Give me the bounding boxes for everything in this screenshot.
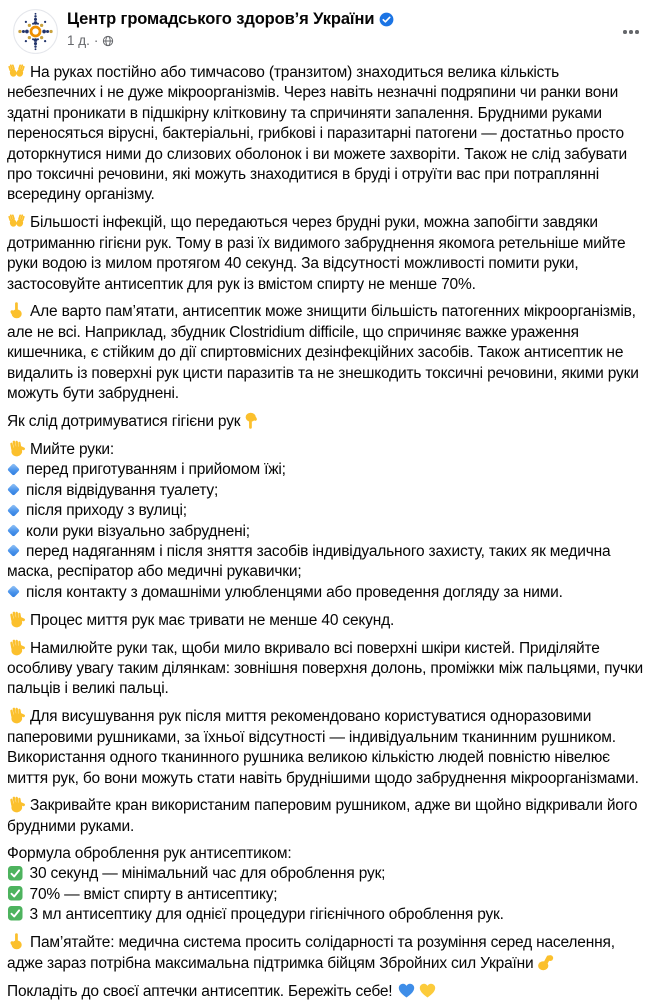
post-line	[7, 610, 646, 631]
text-run: після відвідування туалету;	[26, 481, 219, 499]
point-down-icon	[241, 411, 260, 430]
post-line	[7, 411, 646, 432]
more-menu-button[interactable]	[615, 20, 647, 44]
raised-hand-icon	[7, 610, 26, 629]
text-run: Намилюйте руки так, щоби мило вкривало всі поверхні шкіри кистей. Приділяйте особливу увагу таким ділянкам: зовнішня поверхня долонь, проміжки між пальцями, пучки пальців і великі пальці.	[7, 639, 643, 698]
more-dot	[635, 30, 639, 34]
text-run: Пам’ятайте: медична система просить солідарності та розуміння серед населення, адже зараз потрібна максимальна підтримка бійцям Збройних сил України	[7, 933, 615, 973]
globe-icon	[102, 35, 114, 47]
post-paragraph	[7, 844, 646, 926]
small-blue-diamond-icon	[7, 484, 19, 496]
more-dot	[623, 30, 627, 34]
post-line	[7, 481, 646, 501]
text-run: після приходу з вулиці;	[26, 502, 187, 520]
text-run: 70% — вміст спирту в антисептику;	[29, 885, 278, 903]
blue-heart-icon	[397, 981, 416, 1000]
post-line	[7, 439, 646, 460]
post-header	[0, 0, 667, 57]
text-run: перед надяганням і після зняття засобів індивідуального захисту, таких як медична маска, респіратор або медичні рукавички;	[7, 542, 611, 581]
post-line	[7, 864, 646, 884]
verified-badge-icon	[379, 12, 394, 27]
small-blue-diamond-icon	[7, 586, 19, 598]
raising-hands-icon	[7, 62, 26, 81]
small-blue-diamond-icon	[7, 504, 19, 516]
raised-hand-icon	[7, 795, 26, 814]
post-paragraph	[7, 706, 646, 789]
post-line	[7, 706, 646, 789]
raised-hand-icon	[7, 439, 26, 458]
small-blue-diamond-icon	[7, 545, 19, 557]
text-run: перед приготуванням і прийомом їжі;	[26, 461, 286, 479]
post-line	[7, 460, 646, 480]
text-run: 3 мл антисептику для однієї процедури гігієнічного оброблення рук.	[29, 905, 504, 923]
post-line	[7, 905, 646, 925]
post-line	[7, 844, 646, 864]
small-blue-diamond-icon	[7, 525, 19, 537]
text-run: коли руки візуально забруднені;	[26, 522, 250, 540]
timestamp[interactable]: 1 д.	[67, 33, 90, 48]
text-run: Мийте руки:	[30, 440, 115, 458]
text-run: 30 секунд — мінімальний час для оброблення рук;	[29, 865, 386, 883]
meta-separator: ·	[93, 33, 99, 48]
post-line	[7, 885, 646, 905]
page-logo-icon	[13, 9, 58, 54]
post-paragraph	[7, 411, 646, 432]
text-run: На руках постійно або тимчасово (транзитом) знаходиться велика кількість небезпечних і не дуже мікроорганізмів. Через навіть незначні подряпини чи ранки вони здатні проникати в підшкірну клітковину та спричиняти запалення. Брудними руками переносяться вірусні, бактеріальні, грибкові і паразитарні патогени — достатньо просто доторкнутися ними до слизових оболонок і ви можете захворіти. Також не слід забувати про токсичні речовини, які можуть знаходитися в бруді і отруїти вас при потраплянні всередину організму.	[7, 64, 627, 204]
flexed-biceps-icon	[536, 953, 555, 972]
post-paragraph	[7, 301, 646, 404]
post-line	[7, 62, 646, 206]
text-run: Для висушування рук після миття рекомендовано користуватися одноразовими паперовими рушниками, за їхньої відсутності — індивідуальним тканинним рушником. Використання одного тканинного рушника великою кількістю людей повністю нівелює миття рук, бо вони можуть стати навіть бруднішими щодо забруднення мікроорганізмами.	[7, 708, 639, 787]
point-up-icon	[7, 301, 26, 320]
text-run: Закривайте кран використаним паперовим рушником, адже ви щойно відкривали його брудними руками.	[7, 797, 638, 835]
text-run: Покладіть до своєї аптечки антисептик. Бережіть себе!	[7, 983, 397, 1001]
text-run: після контакту з домашніми улюбленцями або проведення догляду за ними.	[26, 583, 563, 601]
check-mark-icon	[7, 865, 24, 882]
post-line	[7, 301, 646, 404]
check-mark-icon	[7, 905, 24, 922]
check-mark-icon	[7, 885, 24, 902]
raised-hand-icon	[7, 638, 26, 657]
post-paragraph	[7, 795, 646, 837]
post-line	[7, 583, 646, 603]
post-line	[7, 638, 646, 700]
text-run: Процес миття рук має тривати не менше 40 секунд.	[30, 611, 395, 629]
post-paragraph	[7, 932, 646, 975]
post-line	[7, 542, 646, 583]
small-blue-diamond-icon	[7, 463, 19, 475]
post-paragraph	[7, 439, 646, 603]
post-paragraph	[7, 62, 646, 206]
post-line	[7, 501, 646, 521]
post-paragraph	[7, 981, 646, 1002]
text-run: Як слід дотримуватися гігієни рук	[7, 413, 241, 430]
point-up-icon	[7, 932, 26, 951]
post-paragraph	[7, 212, 646, 295]
text-run: Формула оброблення рук антисептиком:	[7, 844, 292, 862]
post-paragraph	[7, 638, 646, 700]
text-run: Але варто пам’ятати, антисептик може знищити більшість патогенних мікроорганізмів, але не всі. Наприклад, збудник Clostridium difficile, що спричиняє важке ураження кишечника, є стійким до дії спиртовмісних дезінфекційних засобів. Також антисептик не видалить із поверхні рук цисти паразитів та не знешкодить токсичні речовини, якими руки можуть бути забруднені.	[7, 303, 639, 403]
post-text	[0, 57, 667, 1003]
post-line	[7, 981, 646, 1002]
text-run: Більшості інфекцій, що передаються через брудні руки, можна запобігти завдяки дотриманню гігієни рук. Тому в разі їх видимого забруднення якомога ретельніше мийте руки водою із милом протягом 40 секунд. За відсутності можливості помити руки, застосовуйте антисептик для рук із вмістом спирту не менше 70%.	[7, 214, 626, 293]
post-line	[7, 795, 646, 837]
yellow-heart-icon	[418, 981, 437, 1000]
post-line	[7, 522, 646, 542]
post-paragraph	[7, 610, 646, 631]
header-meta	[67, 9, 394, 48]
page-name[interactable]: Центр громадського здоров’я України	[67, 10, 375, 28]
post-line	[7, 212, 646, 295]
avatar[interactable]	[13, 9, 58, 54]
raised-hand-icon	[7, 706, 26, 725]
post-line	[7, 932, 646, 975]
more-dot	[629, 30, 633, 34]
raising-hands-icon	[7, 212, 26, 231]
